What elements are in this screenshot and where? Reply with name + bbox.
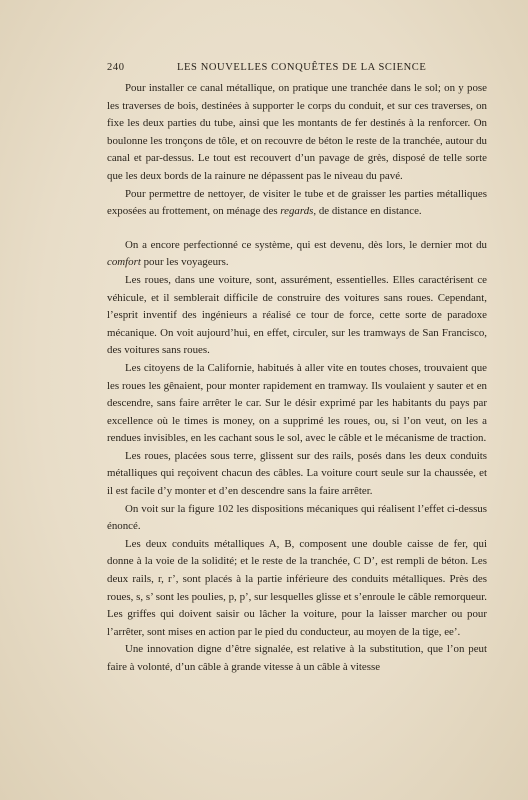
paragraph: Les roues, placées sous terre, glissent sur des rails, posés dans les deux conduits métalliques qui reçoivent chacun des câbles. La voiture court seule sur la chaussée, et il est facile d’y monter et d’en descendre sans la faire arrêter. — [107, 449, 487, 498]
italic-term: comfort — [107, 256, 141, 269]
paragraph: Les roues, dans une voiture, sont, assurément, essentielles. Elles caractérisent ce véhicule, et il semblerait difficile de construire des voitures sans roues. Cependant, l’esprit inventif des ingénieurs a réalisé ce tour de force, cette sorte de paradoxe mécanique. On voit aujourd’hui, en effet, circuler, sur les tramways de San Francisco, des voitures sans roues. — [107, 273, 487, 357]
running-title: LES NOUVELLES CONQUÊTES DE LA SCIENCE — [177, 62, 427, 73]
paragraph: Pour permettre de nettoyer, de visiter le tube et de graisser les parties métalliques exposées au frottement, on ménage des regards, de distance en distance. — [107, 187, 487, 218]
italic-term: regards — [280, 205, 314, 218]
paragraph: Une innovation digne d’être signalée, est relative à la substitution, que l’on peut faire à volonté, d’un câble à grande vitesse à un câble à vitesse — [107, 643, 487, 673]
page-number: 240 — [107, 62, 125, 73]
body-text — [107, 80, 487, 677]
paragraph: Pour installer ce canal métallique, on pratique une tranchée dans le sol; on y pose les traverses de bois, destinées à supporter le corps du conduit, et sur ces traverses, on fixe les deux parties du tube, ainsi que les montants de fer destinés à la renforcer. On boulonne les tronçons de tôle, et on recouvre de béton le reste de la tranchée, autour du canal et par-dessus. Le tout est recouvert d’un pavage de grès, disposé de telle sorte que les deux bords de la rainure ne dépassent pas le niveau du pavé. — [107, 82, 487, 182]
paragraph: On a encore perfectionné ce système, qui est devenu, dès lors, le dernier mot du comfort pour les voyageurs. — [107, 238, 487, 269]
paragraph: Les citoyens de la Californie, habitués à aller vite en toutes choses, trouvaient que les roues les gênaient, pour monter rapidement en tramway. Ils voulaient y sauter et en descendre, sans faire arrêter le car. Sur le désir exprimé par les habitants du pays par excellence où le times is money, on a supprimé les roues, ou, si l’on veut, on les a rendues invisibles, en les cachant sous le sol, avec le câble et le mécanisme de traction. — [107, 361, 487, 445]
paragraph: On voit sur la figure 102 les dispositions mécaniques qui réalisent l’effet ci-dessus énoncé. — [107, 502, 487, 533]
paragraph: Les deux conduits métalliques A, B, composent une double caisse de fer, qui donne à la voie de la solidité; et le reste de la tranchée, C D’, est rempli de béton. Les deux rails, r, r’, sont placés à la partie inférieure des conduits métalliques. Près des roues, s, s’ sont les poulies, p, p’, sur lesquelles glisse et s’enroule le câble remorqueur. Les griffes qui doivent saisir ou lâcher la voiture, pour la laisser marcher ou pour l’arrêter, sont mises en action par le pied du conducteur, au moyen de la tige, ee’. — [107, 537, 487, 638]
